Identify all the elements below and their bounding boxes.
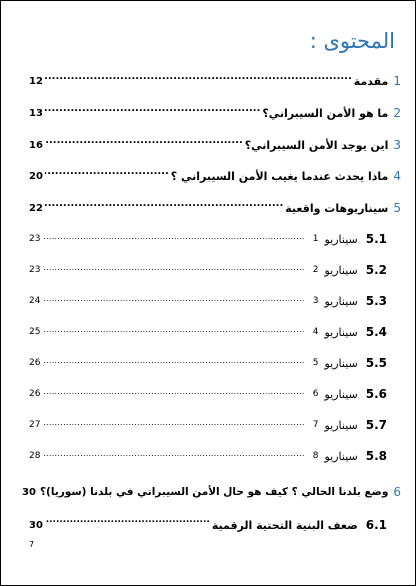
toc-subnumber: 2: [312, 265, 319, 275]
toc-page: 30: [29, 519, 43, 531]
toc-entry-1[interactable]: [29, 71, 401, 91]
toc-page: 26: [29, 389, 41, 399]
toc-page: 26: [29, 358, 41, 368]
toc-number: 6.1: [365, 518, 387, 532]
toc-subnumber: 1: [312, 234, 319, 244]
toc-entry-3[interactable]: [29, 135, 401, 155]
toc-subnumber: 4: [312, 327, 319, 337]
toc-number: 3: [393, 138, 401, 152]
toc-page: 24: [29, 296, 41, 306]
dot-leader: [45, 202, 283, 214]
toc-number: 1: [393, 74, 401, 88]
toc-text: سيناريو: [324, 387, 358, 401]
toc-page: 25: [29, 327, 41, 337]
toc-page: 22: [29, 202, 43, 214]
toc-entry-5-1[interactable]: [29, 229, 387, 249]
toc-number: 6: [393, 485, 401, 499]
toc-entry-5-5[interactable]: [29, 353, 387, 373]
toc-number: 5.6: [365, 387, 387, 401]
toc-entry-5-3[interactable]: [29, 291, 387, 311]
toc-page: 23: [29, 265, 41, 275]
dot-leader: [42, 326, 304, 338]
toc-text: ضعف البنية التحتية الرقمية: [211, 518, 358, 532]
toc-number: 5.2: [365, 263, 387, 277]
toc-subnumber: 6: [312, 389, 319, 399]
toc-page: 13: [29, 107, 43, 119]
toc-number: 5.4: [365, 325, 387, 339]
toc-text: سيناريو: [324, 325, 358, 339]
toc-number: 5.8: [365, 449, 387, 463]
toc-number: 5.5: [365, 356, 387, 370]
toc-text: مقدمة: [353, 74, 389, 88]
toc-entry-5-8[interactable]: [29, 446, 387, 466]
toc-page: 27: [29, 420, 41, 430]
toc-text: سيناريو: [324, 232, 358, 246]
toc-text: سيناريو: [324, 263, 358, 277]
toc-entry-5-6[interactable]: [29, 384, 387, 404]
dot-leader: [45, 139, 243, 151]
toc-page: 30: [22, 486, 36, 498]
toc-page: 12: [29, 75, 43, 87]
dot-leader: [45, 107, 260, 119]
toc-entry-4[interactable]: [29, 166, 401, 186]
toc-subnumber: 5: [312, 358, 319, 368]
toc-number: 5: [393, 201, 401, 215]
dot-leader: [45, 170, 169, 182]
page-number: 7: [29, 540, 35, 549]
dot-leader: [42, 264, 304, 276]
toc-number: 5.3: [365, 294, 387, 308]
toc-entry-2[interactable]: [29, 103, 401, 123]
toc-entry-6[interactable]: [22, 482, 401, 502]
toc-subnumber: 3: [312, 296, 319, 306]
toc-subnumber: 8: [312, 451, 319, 461]
toc-text: وضع بلدنا الحالي ؟ كيف هو حال الأمن السيبراني في بلدنا (سوريا)؟: [39, 486, 389, 498]
dot-leader: [45, 519, 210, 531]
toc-number: 5.7: [365, 418, 387, 432]
toc-text: ما هو الأمن السيبراني؟: [262, 106, 389, 120]
toc-entry-6-1[interactable]: [29, 515, 387, 535]
toc-text: سيناريو: [324, 356, 358, 370]
toc-number: 2: [393, 106, 401, 120]
toc-entry-5-2[interactable]: [29, 260, 387, 280]
page-title: المحتوى :: [309, 29, 395, 53]
dot-leader: [42, 233, 304, 245]
toc-page: 20: [29, 170, 43, 182]
toc-page: 16: [29, 139, 43, 151]
dot-leader: [42, 357, 304, 369]
toc-page: 23: [29, 234, 41, 244]
dot-leader: [42, 419, 304, 431]
toc-subnumber: 7: [312, 420, 319, 430]
toc-number: 5.1: [365, 232, 387, 246]
toc-entry-5[interactable]: [29, 198, 401, 218]
toc-entry-5-7[interactable]: [29, 415, 387, 435]
toc-text: اين يوجد الأمن السيبراني؟: [244, 138, 389, 152]
toc-text: سيناريو: [324, 449, 358, 463]
toc-text: ماذا يحدث عندما يغيب الأمن السيبراني ؟: [170, 169, 389, 183]
toc-entry-5-4[interactable]: [29, 322, 387, 342]
toc-page: 28: [29, 451, 41, 461]
dot-leader: [45, 75, 352, 87]
toc-text: سيناريو: [324, 418, 358, 432]
dot-leader: [42, 295, 304, 307]
dot-leader: [42, 388, 304, 400]
toc-text: سيناريوهات واقعية: [285, 201, 389, 215]
toc-text: سيناريو: [324, 294, 358, 308]
dot-leader: [42, 450, 304, 462]
toc-number: 4: [393, 169, 401, 183]
